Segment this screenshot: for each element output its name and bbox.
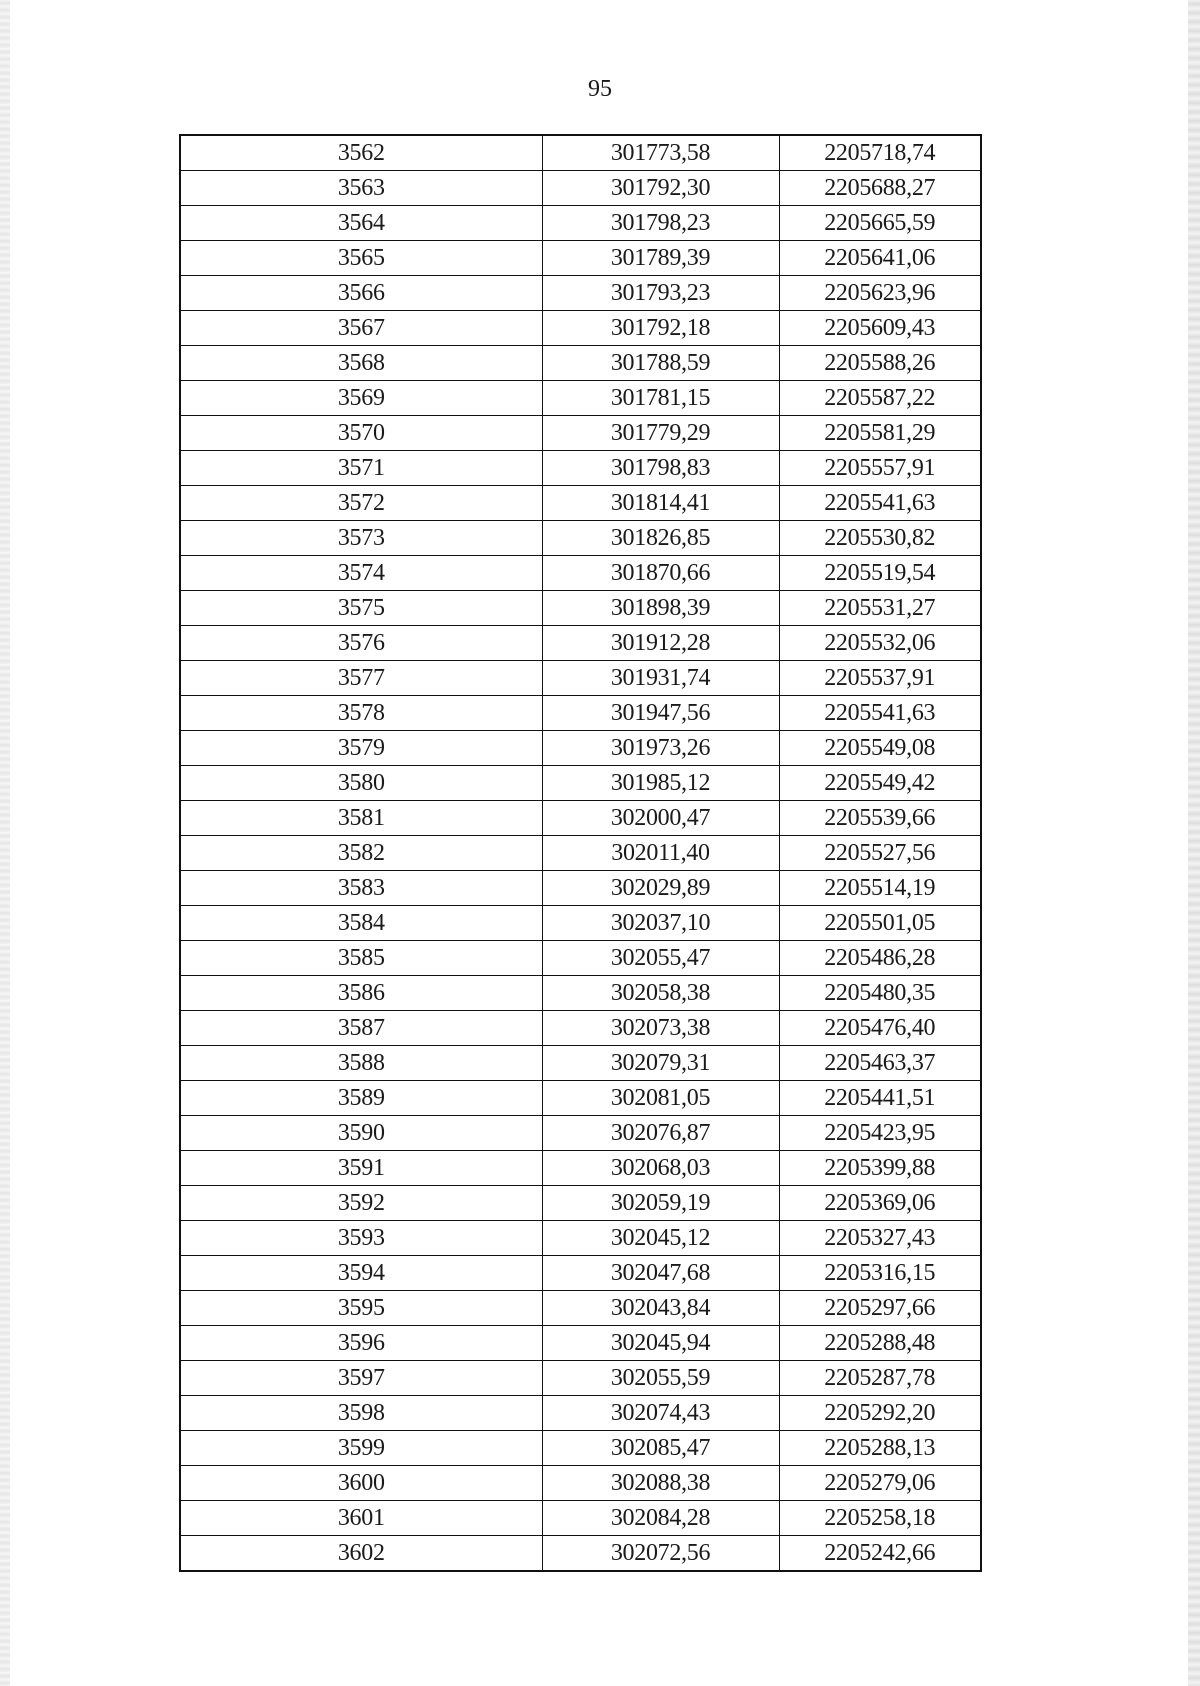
y-coordinate-cell: 2205258,18 [779,1501,981,1536]
point-number-cell: 3575 [180,591,542,626]
table-row [180,1186,981,1221]
x-coordinate-cell: 302045,94 [542,1326,779,1361]
point-number-cell: 3594 [180,1256,542,1291]
y-coordinate-cell: 2205588,26 [779,346,981,381]
page-number: 95 [588,76,612,102]
scan-edge-right [1188,0,1200,1686]
point-number-cell: 3565 [180,241,542,276]
table-row [180,801,981,836]
table-row [180,1151,981,1186]
y-coordinate-cell: 2205519,54 [779,556,981,591]
point-number-cell: 3571 [180,451,542,486]
x-coordinate-cell: 301931,74 [542,661,779,696]
point-number-cell: 3562 [180,135,542,171]
x-coordinate-cell: 302074,43 [542,1396,779,1431]
table-row [180,206,981,241]
x-coordinate-cell: 302068,03 [542,1151,779,1186]
table-row [180,1116,981,1151]
table-row [180,626,981,661]
table-row [180,1466,981,1501]
y-coordinate-cell: 2205288,13 [779,1431,981,1466]
x-coordinate-cell: 301781,15 [542,381,779,416]
point-number-cell: 3578 [180,696,542,731]
point-number-cell: 3591 [180,1151,542,1186]
y-coordinate-cell: 2205288,48 [779,1326,981,1361]
y-coordinate-cell: 2205665,59 [779,206,981,241]
table-row [180,906,981,941]
table-row [180,521,981,556]
table-row [180,311,981,346]
y-coordinate-cell: 2205581,29 [779,416,981,451]
table-row [180,276,981,311]
table-row [180,871,981,906]
x-coordinate-cell: 302058,38 [542,976,779,1011]
point-number-cell: 3577 [180,661,542,696]
y-coordinate-cell: 2205549,08 [779,731,981,766]
point-number-cell: 3596 [180,1326,542,1361]
point-number-cell: 3569 [180,381,542,416]
x-coordinate-cell: 302073,38 [542,1011,779,1046]
y-coordinate-cell: 2205641,06 [779,241,981,276]
table-row [180,1291,981,1326]
x-coordinate-cell: 302081,05 [542,1081,779,1116]
point-number-cell: 3573 [180,521,542,556]
table-row [180,1501,981,1536]
table-row [180,451,981,486]
point-number-cell: 3588 [180,1046,542,1081]
point-number-cell: 3589 [180,1081,542,1116]
table-row [180,1081,981,1116]
point-number-cell: 3567 [180,311,542,346]
point-number-cell: 3580 [180,766,542,801]
coordinates-table-body [180,135,981,1571]
point-number-cell: 3582 [180,836,542,871]
x-coordinate-cell: 301773,58 [542,135,779,171]
point-number-cell: 3572 [180,486,542,521]
table-row [180,766,981,801]
y-coordinate-cell: 2205327,43 [779,1221,981,1256]
x-coordinate-cell: 302085,47 [542,1431,779,1466]
x-coordinate-cell: 301793,23 [542,276,779,311]
table-row [180,661,981,696]
y-coordinate-cell: 2205463,37 [779,1046,981,1081]
y-coordinate-cell: 2205530,82 [779,521,981,556]
y-coordinate-cell: 2205297,66 [779,1291,981,1326]
point-number-cell: 3570 [180,416,542,451]
y-coordinate-cell: 2205279,06 [779,1466,981,1501]
x-coordinate-cell: 302084,28 [542,1501,779,1536]
point-number-cell: 3592 [180,1186,542,1221]
table-row [180,241,981,276]
point-number-cell: 3590 [180,1116,542,1151]
y-coordinate-cell: 2205423,95 [779,1116,981,1151]
point-number-cell: 3566 [180,276,542,311]
y-coordinate-cell: 2205539,66 [779,801,981,836]
coordinates-table [179,134,982,1572]
x-coordinate-cell: 301788,59 [542,346,779,381]
x-coordinate-cell: 302045,12 [542,1221,779,1256]
x-coordinate-cell: 301826,85 [542,521,779,556]
point-number-cell: 3584 [180,906,542,941]
point-number-cell: 3583 [180,871,542,906]
x-coordinate-cell: 302059,19 [542,1186,779,1221]
table-row [180,1326,981,1361]
table-row [180,1361,981,1396]
table-row [180,135,981,171]
table-row [180,591,981,626]
y-coordinate-cell: 2205531,27 [779,591,981,626]
x-coordinate-cell: 301779,29 [542,416,779,451]
table-row [180,696,981,731]
table-row [180,836,981,871]
y-coordinate-cell: 2205587,22 [779,381,981,416]
table-row [180,171,981,206]
x-coordinate-cell: 301870,66 [542,556,779,591]
y-coordinate-cell: 2205486,28 [779,941,981,976]
point-number-cell: 3597 [180,1361,542,1396]
x-coordinate-cell: 301798,83 [542,451,779,486]
x-coordinate-cell: 301798,23 [542,206,779,241]
x-coordinate-cell: 302079,31 [542,1046,779,1081]
x-coordinate-cell: 302047,68 [542,1256,779,1291]
x-coordinate-cell: 301789,39 [542,241,779,276]
point-number-cell: 3576 [180,626,542,661]
table-row [180,1536,981,1572]
y-coordinate-cell: 2205532,06 [779,626,981,661]
point-number-cell: 3579 [180,731,542,766]
table-row [180,731,981,766]
y-coordinate-cell: 2205549,42 [779,766,981,801]
point-number-cell: 3586 [180,976,542,1011]
x-coordinate-cell: 302029,89 [542,871,779,906]
table-row [180,941,981,976]
x-coordinate-cell: 302055,59 [542,1361,779,1396]
y-coordinate-cell: 2205623,96 [779,276,981,311]
x-coordinate-cell: 302037,10 [542,906,779,941]
point-number-cell: 3581 [180,801,542,836]
x-coordinate-cell: 302055,47 [542,941,779,976]
table-row [180,556,981,591]
x-coordinate-cell: 301912,28 [542,626,779,661]
table-row [180,416,981,451]
x-coordinate-cell: 301973,26 [542,731,779,766]
x-coordinate-cell: 302072,56 [542,1536,779,1572]
y-coordinate-cell: 2205609,43 [779,311,981,346]
point-number-cell: 3568 [180,346,542,381]
x-coordinate-cell: 302000,47 [542,801,779,836]
x-coordinate-cell: 302076,87 [542,1116,779,1151]
x-coordinate-cell: 301792,18 [542,311,779,346]
point-number-cell: 3600 [180,1466,542,1501]
point-number-cell: 3563 [180,171,542,206]
y-coordinate-cell: 2205718,74 [779,135,981,171]
y-coordinate-cell: 2205369,06 [779,1186,981,1221]
point-number-cell: 3599 [180,1431,542,1466]
x-coordinate-cell: 301898,39 [542,591,779,626]
y-coordinate-cell: 2205527,56 [779,836,981,871]
point-number-cell: 3587 [180,1011,542,1046]
table-row [180,1431,981,1466]
table-row [180,486,981,521]
point-number-cell: 3602 [180,1536,542,1572]
point-number-cell: 3593 [180,1221,542,1256]
point-number-cell: 3595 [180,1291,542,1326]
table-row [180,976,981,1011]
x-coordinate-cell: 301985,12 [542,766,779,801]
x-coordinate-cell: 301947,56 [542,696,779,731]
y-coordinate-cell: 2205557,91 [779,451,981,486]
x-coordinate-cell: 302088,38 [542,1466,779,1501]
table-row [180,1256,981,1291]
y-coordinate-cell: 2205514,19 [779,871,981,906]
y-coordinate-cell: 2205541,63 [779,696,981,731]
y-coordinate-cell: 2205688,27 [779,171,981,206]
table-row [180,1396,981,1431]
y-coordinate-cell: 2205242,66 [779,1536,981,1572]
x-coordinate-cell: 301792,30 [542,171,779,206]
x-coordinate-cell: 302011,40 [542,836,779,871]
table-row [180,381,981,416]
y-coordinate-cell: 2205287,78 [779,1361,981,1396]
table-row [180,346,981,381]
y-coordinate-cell: 2205501,05 [779,906,981,941]
y-coordinate-cell: 2205537,91 [779,661,981,696]
point-number-cell: 3601 [180,1501,542,1536]
x-coordinate-cell: 301814,41 [542,486,779,521]
point-number-cell: 3598 [180,1396,542,1431]
table-row [180,1046,981,1081]
y-coordinate-cell: 2205292,20 [779,1396,981,1431]
x-coordinate-cell: 302043,84 [542,1291,779,1326]
y-coordinate-cell: 2205480,35 [779,976,981,1011]
y-coordinate-cell: 2205441,51 [779,1081,981,1116]
y-coordinate-cell: 2205316,15 [779,1256,981,1291]
point-number-cell: 3574 [180,556,542,591]
table-row [180,1011,981,1046]
y-coordinate-cell: 2205399,88 [779,1151,981,1186]
point-number-cell: 3585 [180,941,542,976]
table-row [180,1221,981,1256]
y-coordinate-cell: 2205476,40 [779,1011,981,1046]
point-number-cell: 3564 [180,206,542,241]
scan-edge-left [0,0,10,1686]
y-coordinate-cell: 2205541,63 [779,486,981,521]
